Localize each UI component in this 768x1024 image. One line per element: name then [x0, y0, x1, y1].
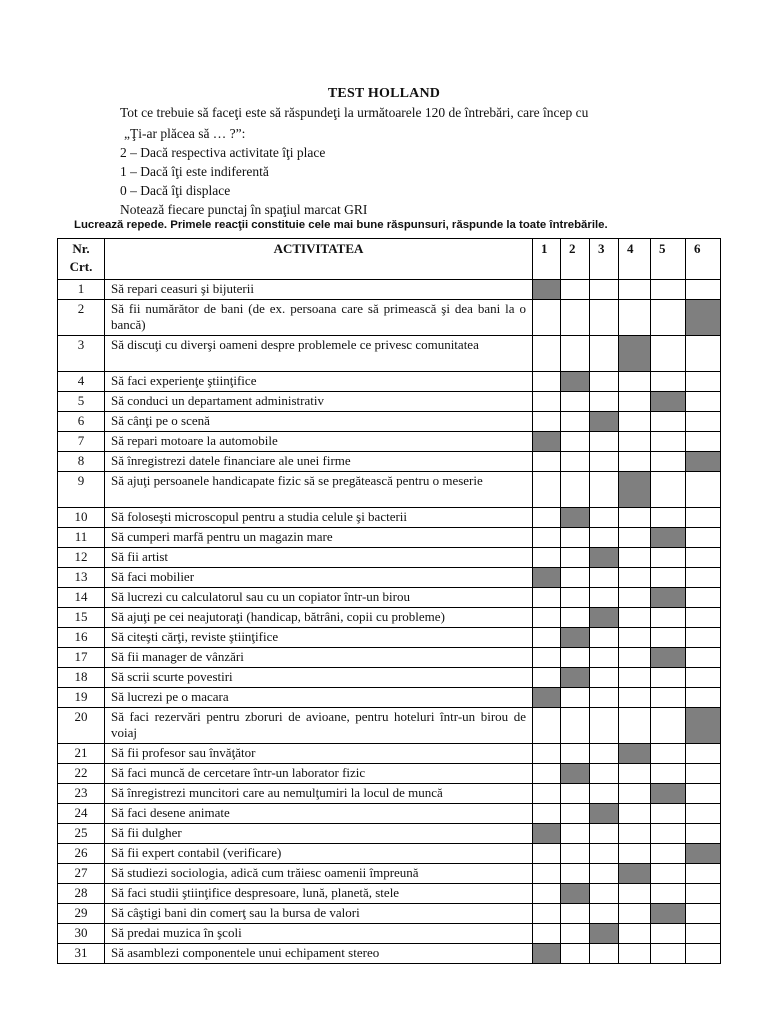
score-cell [619, 688, 651, 708]
row-number: 12 [58, 548, 105, 568]
row-number: 2 [58, 300, 105, 336]
score-cell [651, 844, 686, 864]
score-cell-gray[interactable] [561, 508, 590, 528]
score-cell [590, 864, 619, 884]
score-cell [686, 568, 721, 588]
score-cell [619, 844, 651, 864]
score-cell [651, 764, 686, 784]
header-col-3: 3 [590, 239, 619, 280]
score-cell [619, 924, 651, 944]
activity-text: Să conduci un departament administrativ [105, 392, 533, 412]
row-number: 14 [58, 588, 105, 608]
score-cell [561, 336, 590, 372]
header-nr-part: Nr. [72, 241, 90, 256]
score-cell [686, 864, 721, 884]
intro-line-3: 2 – Dacă respectiva activitate îţi place [120, 145, 326, 160]
score-cell [686, 924, 721, 944]
score-cell [686, 548, 721, 568]
row-number: 20 [58, 708, 105, 744]
score-cell [533, 548, 561, 568]
activity-text: Să înregistrezi datele financiare ale unei firme [105, 452, 533, 472]
activity-text: Să fii expert contabil (verificare) [105, 844, 533, 864]
score-cell [619, 708, 651, 744]
table-row [58, 804, 721, 824]
score-cell [686, 944, 721, 964]
score-cell-gray[interactable] [533, 280, 561, 300]
table-row [58, 688, 721, 708]
score-cell [619, 588, 651, 608]
score-cell [686, 280, 721, 300]
activity-text: Să foloseşti microscopul pentru a studia celule şi bacterii [105, 508, 533, 528]
score-cell [590, 336, 619, 372]
score-cell [533, 588, 561, 608]
activity-text: Să faci desene animate [105, 804, 533, 824]
score-cell [533, 884, 561, 904]
score-cell [651, 824, 686, 844]
score-cell [686, 412, 721, 432]
score-cell [533, 528, 561, 548]
intro-line-5: 0 – Dacă îţi displace [120, 183, 231, 198]
row-number: 28 [58, 884, 105, 904]
row-number: 25 [58, 824, 105, 844]
row-number: 11 [58, 528, 105, 548]
header-col-5: 5 [651, 239, 686, 280]
score-cell [619, 452, 651, 472]
activity-text: Să scrii scurte povestiri [105, 668, 533, 688]
score-cell [686, 432, 721, 452]
table-row [58, 508, 721, 528]
score-cell [590, 648, 619, 668]
score-cell [590, 764, 619, 784]
score-cell [561, 528, 590, 548]
score-cell [619, 944, 651, 964]
score-cell [590, 884, 619, 904]
score-cell [561, 688, 590, 708]
score-cell [590, 300, 619, 336]
score-cell-gray[interactable] [686, 300, 721, 336]
table-row [58, 300, 721, 336]
score-cell [590, 432, 619, 452]
activity-text: Să faci rezervări pentru zboruri de avioane, pentru hoteluri într-un birou de voiaj [105, 708, 533, 744]
table-row [58, 608, 721, 628]
row-number: 17 [58, 648, 105, 668]
score-cell [651, 548, 686, 568]
score-cell [651, 944, 686, 964]
table-row [58, 628, 721, 648]
activity-text: Să lucrezi cu calculatorul sau cu un copiator într-un birou [105, 588, 533, 608]
score-cell [619, 392, 651, 412]
header-col-1: 1 [533, 239, 561, 280]
score-cell [533, 472, 561, 508]
score-cell-gray[interactable] [561, 764, 590, 784]
score-cell [533, 708, 561, 744]
score-cell [619, 608, 651, 628]
activity-text: Să faci experienţe ştiinţifice [105, 372, 533, 392]
table-row [58, 824, 721, 844]
score-cell [619, 372, 651, 392]
score-cell-gray[interactable] [561, 372, 590, 392]
score-cell-gray[interactable] [561, 668, 590, 688]
row-number: 27 [58, 864, 105, 884]
score-cell-gray[interactable] [619, 472, 651, 508]
header-nr [58, 239, 105, 280]
score-cell [619, 548, 651, 568]
score-cell [619, 764, 651, 784]
score-cell-gray[interactable] [590, 924, 619, 944]
score-cell-gray[interactable] [619, 744, 651, 764]
score-cell [533, 904, 561, 924]
score-cell [651, 688, 686, 708]
score-cell [533, 392, 561, 412]
score-cell [533, 628, 561, 648]
score-cell [651, 924, 686, 944]
score-cell-gray[interactable] [686, 452, 721, 472]
intro-line-2: „Ţi-ar plăcea să … ?”: [124, 126, 246, 141]
score-cell [561, 844, 590, 864]
score-cell [533, 508, 561, 528]
intro-line-4: 1 – Dacă îţi este indiferentă [120, 164, 269, 179]
score-cell [590, 508, 619, 528]
activity-text: Să asamblezi componentele unui echipament stereo [105, 944, 533, 964]
activity-text: Să citeşti cărţi, reviste ştiinţifice [105, 628, 533, 648]
score-cell [619, 784, 651, 804]
score-cell-gray[interactable] [533, 944, 561, 964]
row-number: 31 [58, 944, 105, 964]
table-row [58, 648, 721, 668]
score-cell [651, 472, 686, 508]
row-number: 1 [58, 280, 105, 300]
score-cell [590, 688, 619, 708]
score-cell [533, 924, 561, 944]
table-row [58, 764, 721, 784]
score-cell [619, 528, 651, 548]
score-cell [561, 472, 590, 508]
activity-text: Să cumperi marfă pentru un magazin mare [105, 528, 533, 548]
activity-text: Să cânţi pe o scenă [105, 412, 533, 432]
score-cell [686, 744, 721, 764]
table-row [58, 744, 721, 764]
score-cell [590, 452, 619, 472]
score-cell [590, 392, 619, 412]
score-cell [533, 648, 561, 668]
score-cell [561, 280, 590, 300]
score-cell-gray[interactable] [561, 628, 590, 648]
score-cell [651, 412, 686, 432]
score-cell [590, 588, 619, 608]
score-cell [619, 432, 651, 452]
score-cell [590, 472, 619, 508]
row-number: 29 [58, 904, 105, 924]
score-cell [619, 668, 651, 688]
row-number: 16 [58, 628, 105, 648]
score-cell [533, 372, 561, 392]
header-col-2: 2 [561, 239, 590, 280]
row-number: 13 [58, 568, 105, 588]
score-cell [561, 548, 590, 568]
table-row [58, 452, 721, 472]
activity-text: Să fii dulgher [105, 824, 533, 844]
row-number: 8 [58, 452, 105, 472]
score-cell [651, 744, 686, 764]
row-number: 26 [58, 844, 105, 864]
table-row [58, 336, 721, 372]
activity-text: Să ajuţi persoanele handicapate fizic să se pregătească pentru o meserie [105, 472, 533, 508]
score-cell-gray[interactable] [651, 648, 686, 668]
intro-line-1: Tot ce trebuie să faceţi este să răspundeţi la următoarele 120 de întrebări, care încep cu [120, 105, 589, 120]
activity-text: Să repari ceasuri şi bijuterii [105, 280, 533, 300]
score-cell [590, 944, 619, 964]
row-number: 18 [58, 668, 105, 688]
score-cell [533, 452, 561, 472]
score-cell [686, 588, 721, 608]
score-cell [651, 452, 686, 472]
header-col-4: 4 [619, 239, 651, 280]
table-row [58, 944, 721, 964]
score-cell [651, 668, 686, 688]
score-cell [590, 844, 619, 864]
score-cell [561, 412, 590, 432]
score-cell [561, 568, 590, 588]
table-row [58, 548, 721, 568]
score-cell [561, 588, 590, 608]
intro-line-6: Notează fiecare punctaj în spaţiul marcat GRI [120, 202, 368, 217]
row-number: 10 [58, 508, 105, 528]
score-cell [651, 628, 686, 648]
score-cell [533, 744, 561, 764]
row-number: 19 [58, 688, 105, 708]
activity-text: Să studiezi sociologia, adică cum trăiesc oamenii împreună [105, 864, 533, 884]
score-cell [686, 472, 721, 508]
score-cell [686, 668, 721, 688]
table-row [58, 372, 721, 392]
score-cell [686, 336, 721, 372]
score-cell [561, 392, 590, 412]
score-cell [561, 432, 590, 452]
score-cell [619, 412, 651, 432]
score-cell-gray[interactable] [533, 688, 561, 708]
row-number: 22 [58, 764, 105, 784]
score-cell [533, 300, 561, 336]
row-number: 6 [58, 412, 105, 432]
score-cell [686, 904, 721, 924]
score-cell [590, 708, 619, 744]
score-cell [651, 708, 686, 744]
score-cell [651, 300, 686, 336]
score-cell [533, 804, 561, 824]
row-number: 21 [58, 744, 105, 764]
score-cell [686, 688, 721, 708]
table-row [58, 884, 721, 904]
score-cell-gray[interactable] [533, 824, 561, 844]
score-cell-gray[interactable] [590, 804, 619, 824]
score-cell [651, 280, 686, 300]
activity-text: Să faci muncă de cercetare într-un laborator fizic [105, 764, 533, 784]
score-cell [561, 904, 590, 924]
score-cell [561, 864, 590, 884]
score-cell [561, 804, 590, 824]
header-nr-part: Crt. [69, 259, 93, 274]
table-row [58, 784, 721, 804]
score-cell [651, 804, 686, 824]
activity-text: Să ajuţi pe cei neajutoraţi (handicap, bătrâni, copii cu probleme) [105, 608, 533, 628]
activity-text: Să fii artist [105, 548, 533, 568]
score-cell [533, 844, 561, 864]
table-row [58, 280, 721, 300]
row-number: 9 [58, 472, 105, 508]
score-cell [561, 784, 590, 804]
score-cell [651, 432, 686, 452]
score-cell [651, 608, 686, 628]
activity-text: Să discuţi cu diverşi oameni despre problemele ce privesc comunitatea [105, 336, 533, 372]
score-cell [619, 884, 651, 904]
table-row [58, 392, 721, 412]
score-cell-gray[interactable] [651, 904, 686, 924]
table-row [58, 472, 721, 508]
score-cell [651, 864, 686, 884]
score-cell [619, 280, 651, 300]
score-cell [590, 744, 619, 764]
activity-table [57, 238, 721, 964]
score-cell [533, 608, 561, 628]
score-cell [619, 824, 651, 844]
score-cell [561, 744, 590, 764]
score-cell-gray[interactable] [619, 864, 651, 884]
score-cell [651, 336, 686, 372]
score-cell [686, 648, 721, 668]
table-row [58, 412, 721, 432]
score-cell [561, 824, 590, 844]
row-number: 5 [58, 392, 105, 412]
score-cell-gray[interactable] [533, 568, 561, 588]
score-cell [619, 804, 651, 824]
score-cell [619, 628, 651, 648]
score-cell [686, 884, 721, 904]
score-cell [561, 648, 590, 668]
score-cell [590, 280, 619, 300]
table-row [58, 588, 721, 608]
activity-text: Să câştigi bani din comerţ sau la bursa de valori [105, 904, 533, 924]
activity-text: Să fii profesor sau învăţător [105, 744, 533, 764]
score-cell-gray[interactable] [651, 784, 686, 804]
score-cell [686, 392, 721, 412]
score-cell [533, 412, 561, 432]
table-row [58, 844, 721, 864]
score-cell [686, 628, 721, 648]
activity-text: Să fii manager de vânzări [105, 648, 533, 668]
row-number: 24 [58, 804, 105, 824]
score-cell [590, 568, 619, 588]
score-cell [686, 824, 721, 844]
score-cell [590, 668, 619, 688]
score-cell [561, 452, 590, 472]
score-cell-gray[interactable] [651, 528, 686, 548]
score-cell-gray[interactable] [651, 588, 686, 608]
score-cell-gray[interactable] [561, 884, 590, 904]
activity-text: Să predai muzica în şcoli [105, 924, 533, 944]
row-number: 3 [58, 336, 105, 372]
score-cell [533, 864, 561, 884]
table-row [58, 668, 721, 688]
score-cell [561, 944, 590, 964]
row-number: 15 [58, 608, 105, 628]
table-row [58, 432, 721, 452]
score-cell-gray[interactable] [590, 608, 619, 628]
score-cell [590, 528, 619, 548]
score-cell [533, 668, 561, 688]
score-cell [533, 336, 561, 372]
score-cell-gray[interactable] [686, 708, 721, 744]
score-cell [533, 764, 561, 784]
table-row [58, 528, 721, 548]
table-row [58, 864, 721, 884]
score-cell [619, 904, 651, 924]
score-cell [590, 628, 619, 648]
score-cell [651, 508, 686, 528]
row-number: 23 [58, 784, 105, 804]
score-cell-gray[interactable] [590, 548, 619, 568]
activity-text: Să înregistrezi muncitori care au nemulţumiri la locul de muncă [105, 784, 533, 804]
score-cell [561, 708, 590, 744]
score-cell-gray[interactable] [533, 432, 561, 452]
score-cell [590, 372, 619, 392]
score-cell-gray[interactable] [619, 336, 651, 372]
score-cell [561, 608, 590, 628]
row-number: 30 [58, 924, 105, 944]
header-activity: ACTIVITATEA [105, 239, 533, 280]
score-cell [686, 608, 721, 628]
table-row [58, 904, 721, 924]
score-cell [686, 784, 721, 804]
score-cell [619, 568, 651, 588]
score-cell [590, 904, 619, 924]
score-cell [651, 568, 686, 588]
score-cell [686, 528, 721, 548]
instruction-notice: Lucrează repede. Primele reacţii constituie cele mai bune răspunsuri, răspunde la toate întrebările. [74, 219, 608, 231]
score-cell-gray[interactable] [590, 412, 619, 432]
score-cell [686, 804, 721, 824]
header-col-6: 6 [686, 239, 721, 280]
score-cell [533, 784, 561, 804]
row-number: 7 [58, 432, 105, 452]
activity-text: Să fii numărător de bani (de ex. persoana care să primească şi dea bani la o bancă) [105, 300, 533, 336]
table-row [58, 568, 721, 588]
score-cell [590, 784, 619, 804]
score-cell [651, 372, 686, 392]
activity-text: Să faci studii ştiinţifice despresoare, lună, planetă, stele [105, 884, 533, 904]
table-row [58, 924, 721, 944]
table-row [58, 708, 721, 744]
score-cell [686, 508, 721, 528]
activity-text: Să lucrezi pe o macara [105, 688, 533, 708]
score-cell [619, 508, 651, 528]
score-cell [651, 884, 686, 904]
score-cell [619, 648, 651, 668]
page-title: TEST HOLLAND [327, 86, 441, 101]
score-cell [561, 924, 590, 944]
score-cell [590, 824, 619, 844]
score-cell [686, 764, 721, 784]
score-cell-gray[interactable] [686, 844, 721, 864]
activity-text: Să repari motoare la automobile [105, 432, 533, 452]
score-cell [686, 372, 721, 392]
row-number: 4 [58, 372, 105, 392]
score-cell [561, 300, 590, 336]
score-cell-gray[interactable] [651, 392, 686, 412]
score-cell [619, 300, 651, 336]
table-header-row [58, 239, 721, 280]
activity-text: Să faci mobilier [105, 568, 533, 588]
